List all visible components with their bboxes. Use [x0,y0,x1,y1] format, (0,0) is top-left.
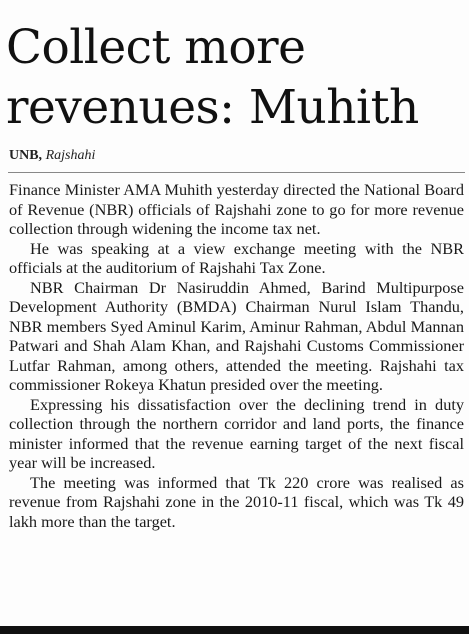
paragraph-5: The meeting was informed that Tk 220 crore was realised as revenue from Rajshahi zone in the 2010-11 fiscal, which was Tk 49 lakh more than the target. [9,472,464,531]
article-body [9,180,464,531]
byline-agency: UNB, [9,148,43,163]
byline [9,148,95,164]
paragraph-4: Expressing his dissatisfaction over the declining trend in duty collection through the northern corridor and land ports, the finance minister informed that the revenue earning target of the next fiscal year will be increased. [9,394,464,472]
cropped-text-fragment [8,0,368,5]
headline: Collect more revenues: Muhith [6,20,419,135]
paragraph-3: NBR Chairman Dr Nasiruddin Ahmed, Barind Multipurpose Development Authority (BMDA) Chairman Nurul Islam Thandu, NBR members Syed Aminul Karim, Aminur Rahman, Abdul Mannan Patwari and Shah Alam Khan, and Rajshahi Customs Commissioner Lutfar Rahman, among others, attended the meeting. Rajshahi tax commissioner Rokeya Khatun presided over the meeting. [9,277,464,394]
byline-place: Rajshahi [45,148,96,163]
bottom-border [0,626,469,634]
paragraph-1: Finance Minister AMA Muhith yesterday directed the National Board of Revenue (NBR) officials of Rajshahi zone to go for more revenue collection through widening the income tax net. [9,180,464,238]
paragraph-2: He was speaking at a view exchange meeting with the NBR officials at the auditorium of Rajshahi Tax Zone. [9,238,464,277]
byline-divider [8,172,465,173]
